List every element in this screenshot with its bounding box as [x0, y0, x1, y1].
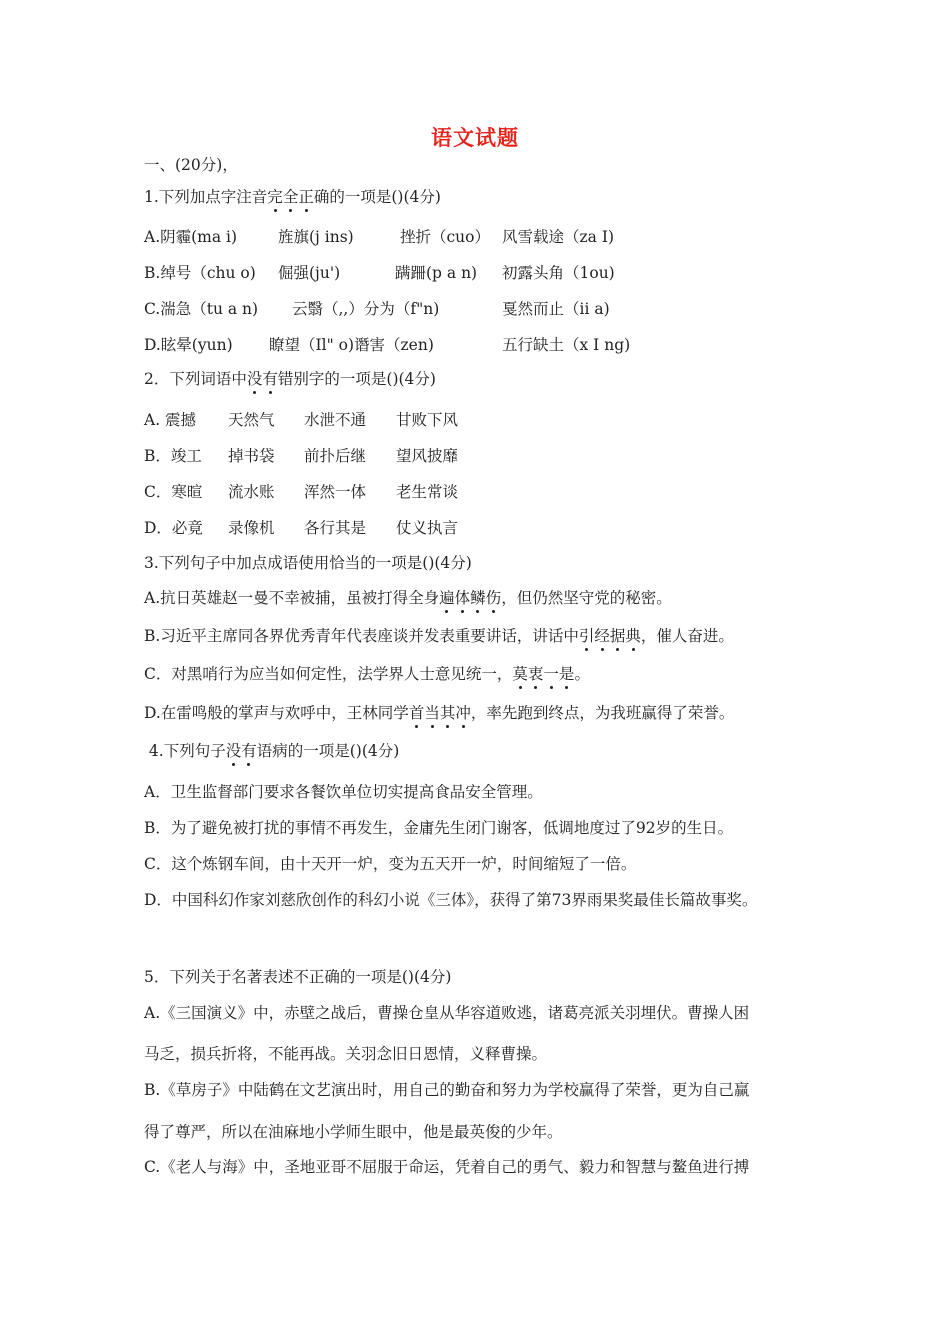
q1-stem-emphasis [267, 188, 314, 206]
question-4-option-c: C．这个炼钢车间，由十天开一炉，变为五天开一炉，时间缩短了一倍。 [144, 855, 637, 873]
question-3-option-c [144, 664, 590, 684]
emphasis-char: 经 [594, 627, 610, 645]
question-4-stem [144, 741, 399, 761]
question-1-option-b [144, 263, 615, 283]
emphasis-char: 伤 [485, 589, 502, 607]
emphasis-char: 完 [267, 188, 283, 206]
q2-c-word-2: 流水账 [228, 483, 275, 501]
q3-c-pre: C．对黑哨行为应当如何定性，法学界人士意见统一， [144, 665, 513, 683]
emphasis-char: 典 [625, 627, 641, 645]
question-5-stem: 5．下列关于名著表述不正确的一项是()(4分) [144, 968, 452, 986]
emphasis-char: 有 [241, 742, 257, 760]
q2-b-word-2: 掉书袋 [228, 447, 275, 465]
question-1-stem [144, 187, 441, 207]
question-3-option-d [144, 703, 734, 723]
q2-stem-emphasis [247, 370, 278, 388]
q1-d-word-2: 瞭望（Il" o)谮害（zen) [269, 336, 434, 354]
q4-stem-post: 语病的一项是()(4分) [256, 742, 400, 760]
emphasis-char: 全 [282, 188, 299, 206]
q3-d-pre: D.在雷鸣般的掌声与欢呼中，王林同学 [144, 704, 409, 722]
q1-b-word-3: 蹒跚(p a n) [395, 264, 478, 282]
emphasis-char: 衷 [527, 665, 544, 683]
q1-b-word-1: B.绰号（chu o) [144, 264, 256, 282]
emphasis-char: 没 [225, 742, 242, 760]
emphasis-char: 是 [558, 665, 575, 683]
emphasis-char: 首 [408, 704, 425, 722]
q3-b-pre: B.习近平主席同各界优秀青年代表座谈并发表重要讲话，讲话中 [144, 627, 579, 645]
q2-d-word-3: 各行其是 [304, 519, 367, 537]
emphasis-char: 没 [246, 370, 263, 388]
question-5-option-b-line-2: 得了尊严，所以在油麻地小学师生眼中，他是最英俊的少年。 [144, 1123, 563, 1141]
question-3-option-b [144, 626, 734, 646]
question-2-option-c [144, 482, 458, 502]
q1-a-word-1: A.阴霾(ma i) [144, 228, 238, 246]
question-2-option-d [144, 518, 458, 538]
q2-b-word-3: 前扑后继 [304, 447, 367, 465]
q4-stem-pre: 4.下列句子 [144, 742, 226, 760]
q3-c-post: 。 [574, 665, 590, 683]
q3-b-idiom [579, 627, 641, 645]
q2-a-word-2: 天然气 [228, 411, 275, 429]
q2-a-word-1: A. 震撼 [144, 411, 197, 429]
q2-d-word-4: 仗义执言 [396, 519, 459, 537]
question-1-option-c [144, 299, 610, 319]
question-4-option-a: A．卫生监督部门要求各餐饮单位切实提高食品安全管理。 [144, 783, 543, 801]
question-2-option-b [144, 446, 458, 466]
q2-b-word-1: B．竣工 [144, 447, 202, 465]
question-3-option-a [144, 588, 672, 608]
q2-d-word-2: 录像机 [228, 519, 275, 537]
q2-a-word-4: 甘败下风 [396, 411, 459, 429]
q1-a-word-3: 挫折（cuo） [400, 228, 490, 246]
question-5-option-a-line-1: A.《三国演义》中，赤壁之战后，曹操仓皇从华容道败逃，诸葛亮派关羽埋伏。曹操人困 [144, 1004, 750, 1022]
q2-c-word-3: 浑然一体 [304, 483, 367, 501]
q1-b-word-2: 倔强(ju') [278, 264, 341, 282]
q1-b-word-4: 初露头角（1ou) [502, 264, 615, 282]
q2-a-word-3: 水泄不通 [304, 411, 367, 429]
q1-a-word-2: 旌旗(j ins) [278, 228, 354, 246]
q2-d-word-1: D．必竟 [144, 519, 203, 537]
q3-a-post: ，但仍然坚守党的秘密。 [501, 589, 672, 607]
emphasis-char: 有 [262, 370, 278, 388]
q1-c-word-1: C.湍急（tu a n) [144, 300, 259, 318]
q4-stem-emphasis [226, 742, 257, 760]
emphasis-char: 据 [609, 627, 626, 645]
page-title: 语文试题 [431, 126, 519, 150]
question-1-option-a [144, 227, 614, 247]
emphasis-char: 正 [298, 188, 314, 206]
emphasis-char: 莫 [512, 665, 528, 683]
question-2-stem [144, 369, 436, 389]
emphasis-char: 一 [543, 665, 559, 683]
q3-a-idiom [439, 589, 501, 607]
question-4-option-b: B．为了避免被打扰的事情不再发生，金庸先生闭门谢客，低调地度过了92岁的生日。 [144, 819, 734, 837]
q2-b-word-4: 望风披靡 [396, 447, 459, 465]
emphasis-char: 遍 [439, 589, 455, 607]
question-5-option-a-line-2: 马乏，损兵折将，不能再战。关羽念旧日恩情，义释曹操。 [144, 1045, 548, 1063]
emphasis-char: 鳞 [470, 589, 486, 607]
q3-b-post: ，催人奋进。 [640, 627, 734, 645]
q1-a-word-4: 风雪载途（za I) [502, 228, 615, 246]
q1-c-word-2: 云翳（,,）分为（f"n) [292, 300, 440, 318]
question-5-option-c-line-1: C.《老人与海》中，圣地亚哥不屈服于命运，凭着自己的勇气、毅力和智慧与鳌鱼进行搏 [144, 1158, 750, 1176]
question-5-option-b-line-1: B.《草房子》中陆鹤在文艺演出时，用自己的勤奋和努力为学校赢得了荣誉，更为自己赢 [144, 1081, 750, 1099]
question-4-option-d: D．中国科幻作家刘慈欣创作的科幻小说《三体》，获得了第73界雨果奖最佳长篇故事奖。 [144, 891, 758, 909]
q1-stem-pre: 1.下列加点字注音 [144, 188, 268, 206]
q3-d-post: ，率先跑到终点，为我班赢得了荣誉。 [470, 704, 735, 722]
section-heading: 一、(20分)， [144, 156, 238, 174]
q3-d-idiom [409, 704, 471, 722]
emphasis-char: 冲 [455, 704, 471, 722]
emphasis-char: 体 [454, 589, 471, 607]
q1-d-word-1: D.眩晕(yun) [144, 336, 233, 354]
q1-stem-post: 确的一项是()(4分) [313, 188, 441, 206]
q2-c-word-4: 老生常谈 [396, 483, 459, 501]
q3-a-pre: A.抗日英雄赵一曼不幸被捕，虽被打得全身 [144, 589, 440, 607]
emphasis-char: 其 [439, 704, 456, 722]
q3-c-idiom [512, 665, 574, 683]
q2-stem-post: 错别字的一项是()(4分) [277, 370, 436, 388]
emphasis-char: 当 [424, 704, 440, 722]
question-1-option-d [144, 335, 630, 355]
q1-c-word-3: 戛然而止（ii a) [502, 300, 610, 318]
emphasis-char: 引 [578, 627, 595, 645]
question-2-option-a [144, 410, 458, 430]
q2-c-word-1: C．寒暄 [144, 483, 203, 501]
question-3-stem: 3.下列句子中加点成语使用恰当的一项是()(4分) [144, 554, 472, 572]
q2-stem-pre: 2．下列词语中 [144, 370, 247, 388]
q1-d-word-3: 五行缺土（x I ng) [502, 336, 631, 354]
